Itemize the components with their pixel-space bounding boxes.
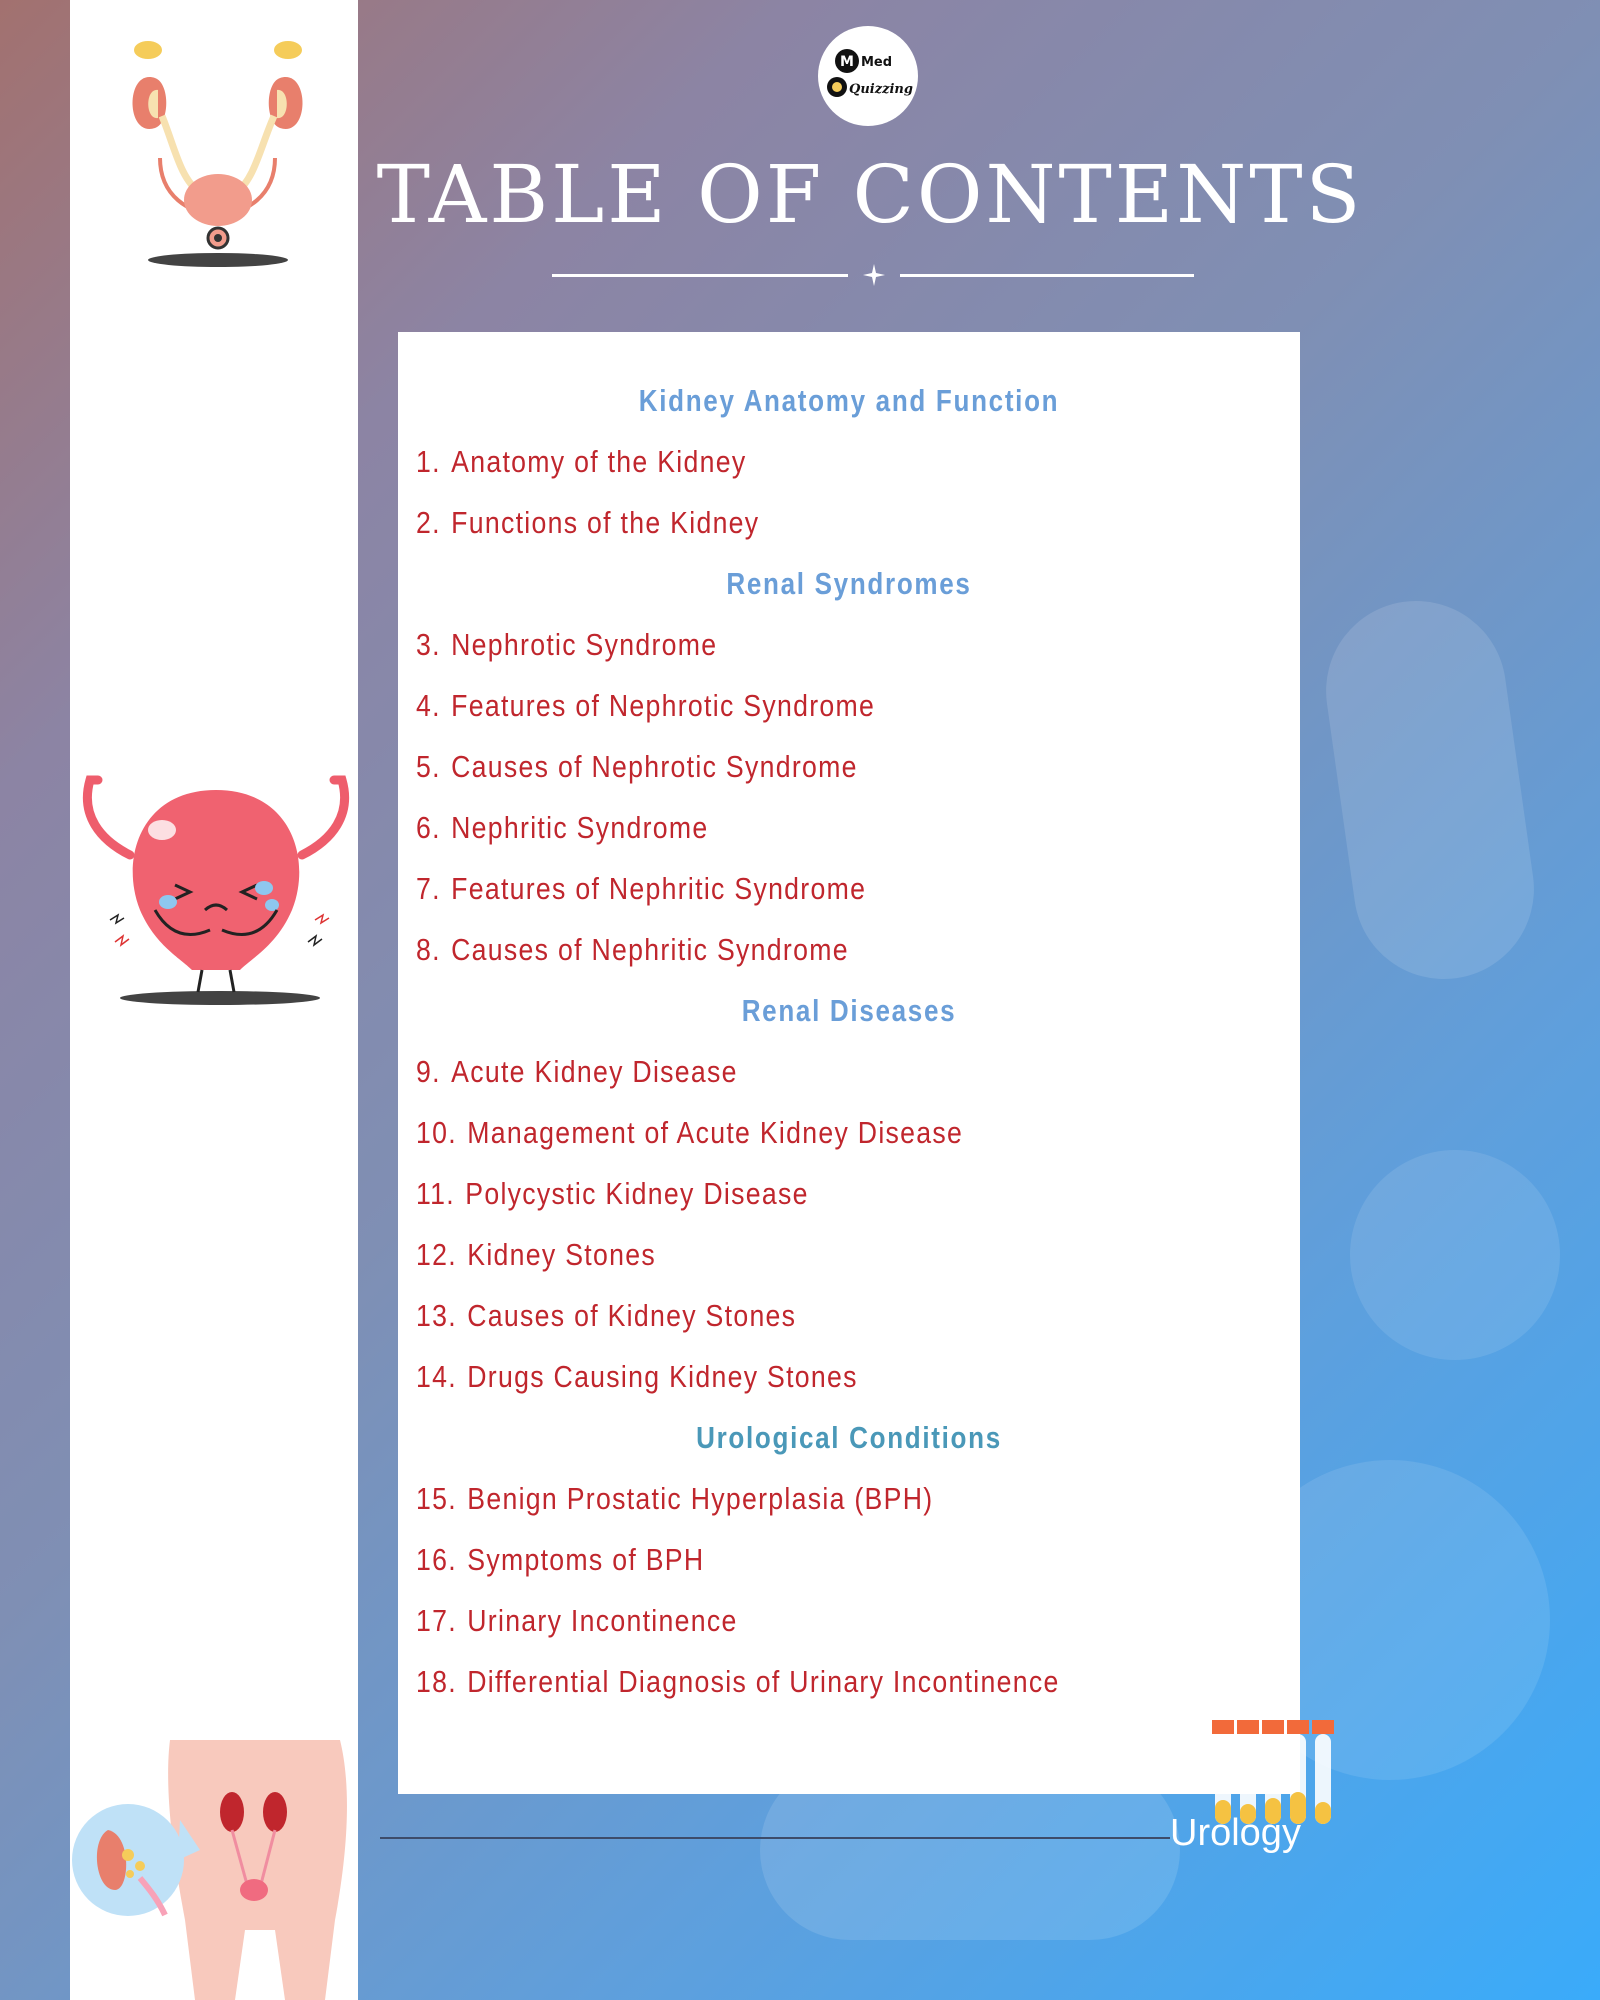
footer-divider <box>380 1837 1170 1839</box>
toc-item[interactable] <box>416 797 1161 858</box>
toc-item-number: 6. <box>416 810 441 845</box>
toc-item-label: Differential Diagnosis of Urinary Incontinence <box>467 1664 1060 1699</box>
toc-item-label: Features of Nephritic Syndrome <box>451 871 867 906</box>
logo-mark <box>823 41 913 111</box>
toc-item-number: 13. <box>416 1298 457 1333</box>
toc-item-label: Nephrotic Syndrome <box>451 627 718 662</box>
toc-item-number: 16. <box>416 1542 457 1577</box>
toc-item-label: Urinary Incontinence <box>467 1603 738 1638</box>
toc-item-label: Acute Kidney Disease <box>451 1054 738 1089</box>
toc-item[interactable] <box>416 736 1161 797</box>
toc-item-number: 2. <box>416 505 441 540</box>
toc-item-number: 11. <box>416 1176 455 1211</box>
urinary-system-illustration <box>100 28 340 276</box>
toc-item-label: Causes of Kidney Stones <box>467 1298 797 1333</box>
toc-item-label: Drugs Causing Kidney Stones <box>467 1359 858 1394</box>
toc-item[interactable] <box>416 1285 1161 1346</box>
toc-item[interactable] <box>416 675 1161 736</box>
toc-item-number: 14. <box>416 1359 457 1394</box>
toc-item-number: 5. <box>416 749 441 784</box>
med-quizzing-logo <box>818 26 918 126</box>
title-divider-left <box>552 274 848 277</box>
logo-text-med: Med <box>861 55 893 70</box>
toc-item-label: Features of Nephrotic Syndrome <box>451 688 876 723</box>
toc-item[interactable] <box>416 1041 1161 1102</box>
toc-card <box>398 332 1300 1794</box>
toc-item-label: Nephritic Syndrome <box>451 810 709 845</box>
toc-item-number: 7. <box>416 871 441 906</box>
toc-item[interactable] <box>416 431 1161 492</box>
toc-item-number: 3. <box>416 627 441 662</box>
toc-item-label: Symptoms of BPH <box>467 1542 705 1577</box>
toc-item[interactable] <box>416 492 1161 553</box>
toc-item-number: 10. <box>416 1115 457 1150</box>
toc-list <box>416 370 1282 1712</box>
left-illustration-strip <box>70 0 358 2000</box>
toc-item-number: 8. <box>416 932 441 967</box>
toc-item[interactable] <box>416 1590 1161 1651</box>
toc-section-heading: Renal Diseases <box>741 993 957 1028</box>
toc-item-label: Causes of Nephrotic Syndrome <box>451 749 858 784</box>
toc-item-label: Management of Acute Kidney Disease <box>467 1115 964 1150</box>
toc-item-label: Benign Prostatic Hyperplasia (BPH) <box>467 1481 934 1516</box>
toc-item-number: 18. <box>416 1664 457 1699</box>
title-divider-right <box>900 274 1194 277</box>
toc-item-label: Functions of the Kidney <box>451 505 760 540</box>
logo-text-quizzing: Quizzing <box>849 82 913 97</box>
toc-item-label: Polycystic Kidney Disease <box>465 1176 809 1211</box>
toc-section-heading: Urological Conditions <box>696 1420 1002 1455</box>
toc-item-number: 1. <box>416 444 441 479</box>
toc-item[interactable] <box>416 1651 1161 1712</box>
toc-section-heading: Renal Syndromes <box>726 566 972 601</box>
toc-item[interactable] <box>416 919 1161 980</box>
toc-item-number: 9. <box>416 1054 441 1089</box>
toc-item-number: 15. <box>416 1481 457 1516</box>
toc-item[interactable] <box>416 614 1161 675</box>
toc-item-label: Kidney Stones <box>467 1237 656 1272</box>
toc-item[interactable] <box>416 1529 1161 1590</box>
svg-text:M: M <box>840 54 854 70</box>
toc-section-heading: Kidney Anatomy and Function <box>638 383 1060 418</box>
toc-item[interactable] <box>416 858 1161 919</box>
body-kidney-illustration <box>70 1740 358 2000</box>
sparkle-icon <box>863 264 885 286</box>
background-tablet <box>1350 1150 1560 1360</box>
toc-item-number: 12. <box>416 1237 457 1272</box>
toc-item-label: Anatomy of the Kidney <box>451 444 747 479</box>
page-title: TABLE OF CONTENTS <box>376 148 1364 241</box>
toc-item[interactable] <box>416 1163 1161 1224</box>
toc-item[interactable] <box>416 1102 1161 1163</box>
toc-item-number: 4. <box>416 688 441 723</box>
toc-item[interactable] <box>416 1346 1161 1407</box>
background-capsule <box>1314 589 1545 990</box>
toc-item[interactable] <box>416 1224 1161 1285</box>
toc-item-label: Causes of Nephritic Syndrome <box>451 932 849 967</box>
toc-item-number: 17. <box>416 1603 457 1638</box>
bladder-character-illustration <box>80 770 352 1010</box>
footer-label: Urology <box>1170 1812 1301 1854</box>
toc-item[interactable] <box>416 1468 1161 1529</box>
